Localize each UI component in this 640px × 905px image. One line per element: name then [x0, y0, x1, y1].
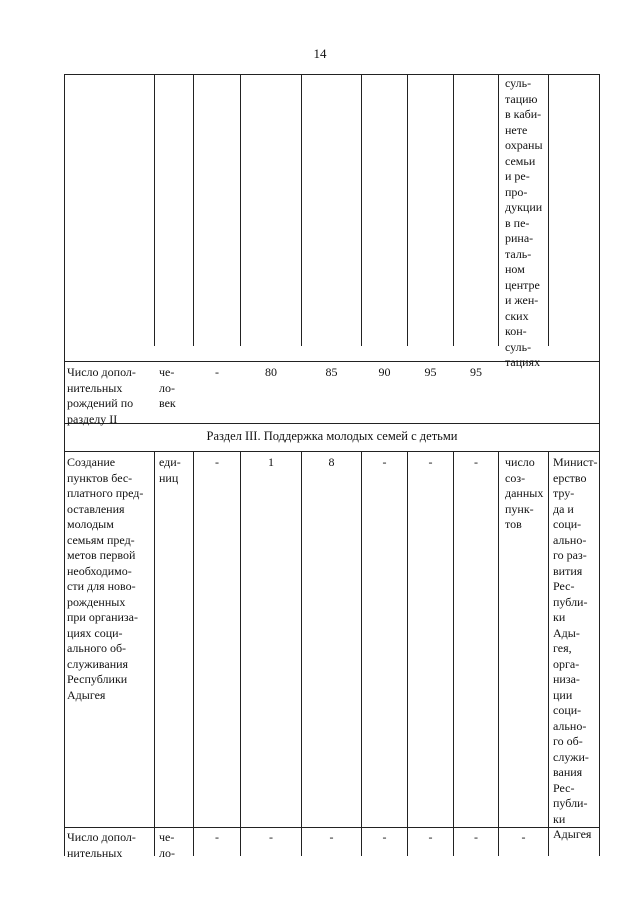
col-divider: [453, 451, 454, 856]
value-cell: 8: [328, 455, 335, 469]
unit-cell: че- ло-: [159, 830, 175, 860]
value-cell: 95: [424, 365, 437, 379]
page-number: 14: [313, 46, 327, 61]
value-cell: 85: [325, 365, 338, 379]
table-border-right: [599, 74, 600, 856]
value-cell: -: [329, 830, 334, 844]
table-border-top: [64, 74, 600, 75]
row-name: Создание пунктов бес- платного пред- оставления молодым семьям пред- метов первой необходимо- сти для ново- рожденных при организа- циях соци- ального об- служивания Республики Адыгея: [67, 455, 144, 702]
row-divider: [64, 451, 600, 452]
row-name: Число допол- нительных: [67, 830, 136, 860]
value-cell: -: [382, 455, 387, 469]
col-divider: [154, 451, 155, 856]
value-cell: -: [474, 830, 478, 844]
value-cell: -: [269, 830, 273, 844]
col-divider: [453, 74, 454, 346]
row-name: Число допол- нительных рождений по разделу II: [67, 365, 136, 426]
unit-cell: еди- ниц: [159, 455, 181, 485]
col-divider: [407, 451, 408, 856]
section-title: Раздел III. Поддержка молодых семей с детьми: [206, 429, 458, 443]
value-cell: -: [382, 830, 387, 844]
value-cell: 90: [378, 365, 391, 379]
unit-cell: че- ло- век: [159, 365, 176, 410]
col-divider: [240, 74, 241, 346]
col-divider: [498, 451, 499, 856]
value-cell: -: [428, 455, 433, 469]
col-divider: [407, 74, 408, 346]
col-divider: [361, 451, 362, 856]
value-cell: -: [474, 455, 478, 469]
col-divider: [240, 451, 241, 856]
value-cell: 1: [268, 455, 274, 469]
table-border-left: [64, 74, 65, 856]
consultation-text: суль- тацию в каби- нете охраны семьи и ре- про- дукции в пе- рина- таль- ном центре и жен- ских кон- суль- тациях: [505, 76, 543, 369]
row-divider: [64, 827, 600, 828]
value-cell: -: [521, 830, 526, 844]
col-divider: [301, 451, 302, 856]
col-divider: [361, 74, 362, 346]
value-cell: -: [215, 365, 219, 379]
col-divider: [154, 74, 155, 346]
indicator-cell: число соз- данных пунк- тов: [505, 455, 544, 531]
value-cell: -: [428, 830, 433, 844]
col-divider: [193, 74, 194, 346]
value-cell: -: [215, 455, 219, 469]
measures-table: [64, 74, 600, 860]
responsible-cell: Минист- ерство тру- да и соци- ально- го раз- вития Рес- публи- ки Ады- гея, орга- низа- ции соци- ально- го об- служи- вания Рес- публи- ки Адыгея: [553, 455, 598, 841]
col-divider: [301, 74, 302, 346]
col-divider: [498, 74, 499, 346]
value-cell: -: [215, 830, 219, 844]
value-cell: 95: [470, 365, 482, 379]
col-divider: [193, 451, 194, 856]
value-cell: 80: [265, 365, 277, 379]
